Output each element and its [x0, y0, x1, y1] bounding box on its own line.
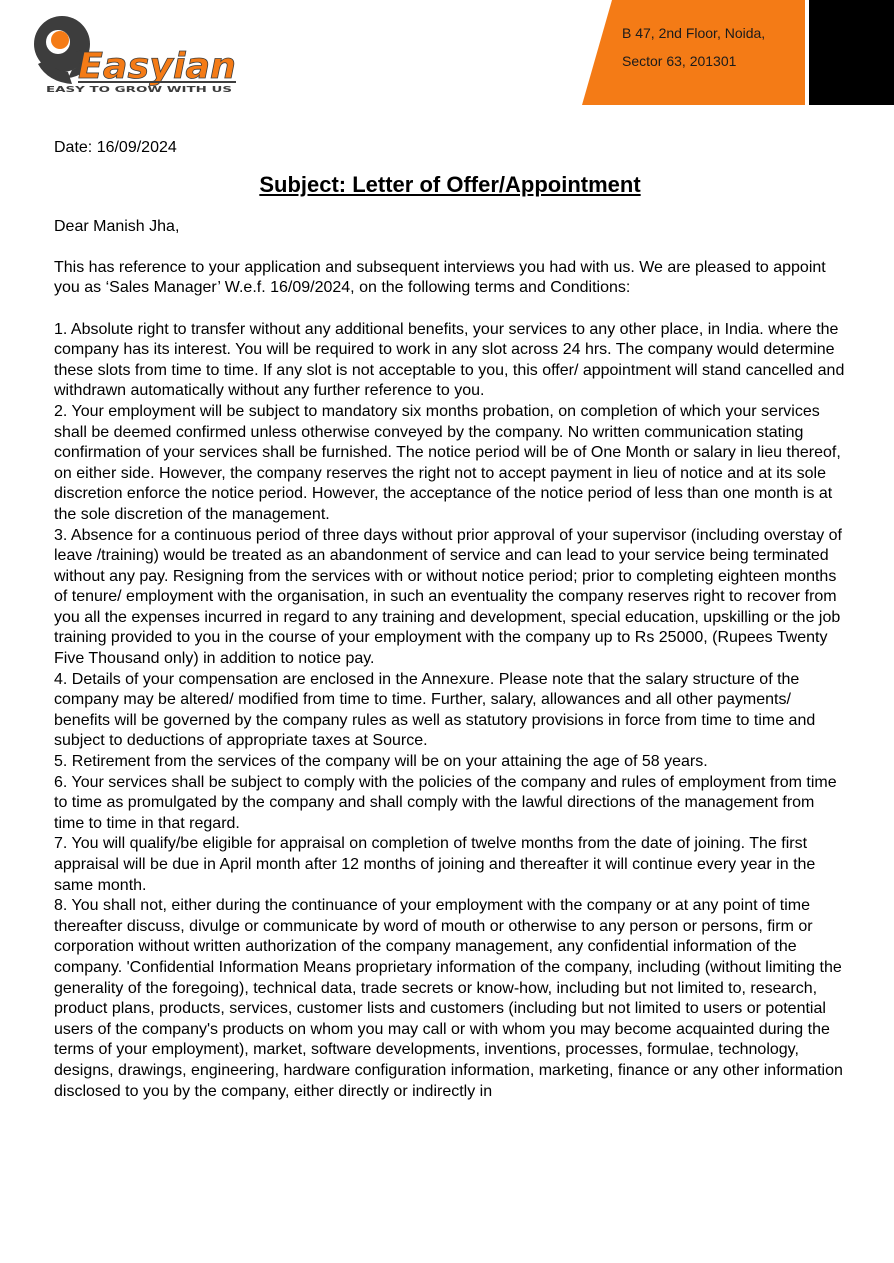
term-item: 4. Details of your compensation are enclosed in the Annexure. Please note that the salary structure of the company may be altered/ modified from time to time. Further, salary, allowances and all other payments/ benefits will be governed by the company rules as well as statutory provisions in force from time to time and subject to deductions of appropriate taxes at Source.	[54, 670, 816, 750]
brand-tagline: EASY TO GROW WITH US	[46, 85, 232, 94]
letter-body	[54, 138, 846, 1102]
term-item: 6. Your services shall be subject to comply with the policies of the company and rules of employment from time to time as promulgated by the company and shall comply with the lawful directions of the management from time to time in that regard.	[54, 773, 837, 832]
letter-greeting: Dear Manish Jha,	[54, 217, 180, 235]
address-line-2: Sector 63, 201301	[622, 53, 737, 69]
header-black-block	[809, 0, 894, 105]
term-item: 2. Your employment will be subject to mandatory six months probation, on completion of which your services shall be deemed confirmed unless otherwise conveyed by the company. No written communication stating confirmation of your services shall be furnished. The notice period will be of One Month or salary in lieu thereof, on either side. However, the company reserves the right not to accept payment in lieu of notice and at its sole discretion enforce the notice period. However, the acceptance of the notice period of less than one month is at the sole discretion of the management.	[54, 402, 841, 523]
company-logo	[28, 12, 240, 94]
letter-intro: This has reference to your application and subsequent interviews you had with us. We are pleased to appoint you as ‘Sales Manager’ W.e.f. 16/09/2024, on the following terms and Conditions:	[54, 258, 826, 297]
letter-subject: Subject: Letter of Offer/Appointment	[259, 171, 641, 197]
terms-list	[54, 320, 846, 1103]
term-item: 5. Retirement from the services of the company will be on your attaining the age of 58 years.	[54, 753, 708, 771]
term-item: 8. You shall not, either during the continuance of your employment with the company or at any point of time thereafter discuss, divulge or communicate by word of mouth or otherwise to any person or persons, firm or corporation without written authorization of the company management, any confidential information of the company. 'Confidential Information Means proprietary information of the company, including (without limiting the generality of the foregoing), technical data, trade secrets or know-how, including but not limited to, research, product plans, products, services, customer lists and customers (including but not limited to users or potential users of the company's products on whom you may call or with whom you may become acquainted during the terms of your employment), market, software developments, inventions, processes, formulae, technology, designs, drawings, engineering, hardware configuration information, marketing, finance or any other information disclosed to you by the company, either directly or indirectly in	[54, 897, 843, 1100]
svg-text:Easyian: Easyian	[78, 46, 236, 87]
term-item: 7. You will qualify/be eligible for appraisal on completion of twelve months from the date of joining. The first appraisal will be due in April month after 12 months of joining and thereafter it will continue every year in the same month.	[54, 835, 816, 894]
letter-date: Date: 16/09/2024	[54, 139, 177, 156]
term-item: 3. Absence for a continuous period of three days without prior approval of your supervisor (including overstay of leave /training) would be treated as an abandonment of service and can lead to your service being terminated without any pay. Resigning from the services with or without notice period; prior to completing eighteen months of tenure/ employment with the organisation, in such an eventuality the company reserves right to recover from you all the expenses incurred in regard to any training and development, special education, upskilling or the job training provided to you in the course of your employment with the company up to Rs 25000, (Rupees Twenty Five Thousand only) in addition to notice pay.	[54, 526, 842, 668]
address-line-1: B 47, 2nd Floor, Noida,	[622, 25, 766, 41]
term-item: 1. Absolute right to transfer without any additional benefits, your services to any other place, in India. where the company has its interest. You will be required to work in any slot across 24 hrs. The company would determine these slots from time to time. If any slot is not acceptable to you, this offer/ appointment will stand cancelled and withdrawn automatically without any further reference to you.	[54, 320, 845, 400]
